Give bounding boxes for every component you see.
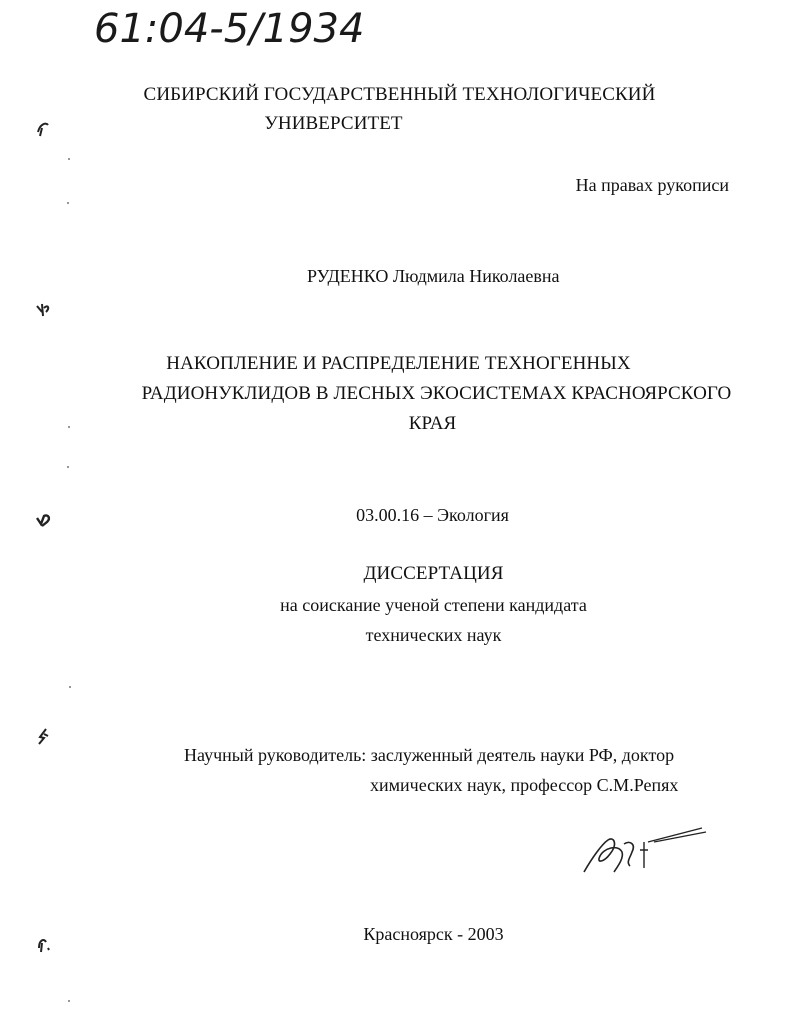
author-name [307,265,560,287]
scan-dust-dot [67,202,69,204]
document-type-heading: ДИССЕРТАЦИЯ [363,563,504,584]
dissertation-title-line3: КРАЯ [408,413,457,434]
university-name-line1: СИБИРСКИЙ ГОСУДАРСТВЕННЫЙ ТЕХНОЛОГИЧЕСКИЙ [143,84,656,105]
manuscript-rights-note: На правах рукописи [575,175,729,195]
supervisor-line2: химических наук, профессор С.М.Репях [370,775,679,795]
city-and-year: Красноярск - 2003 [363,924,504,944]
archive-number-handwritten [94,4,454,52]
specialty-code: 03.00.16 – Экология [356,505,509,525]
margin-scan-mark-icon [34,300,54,320]
scan-dust-dot [69,686,71,688]
scan-dust-dot [68,158,70,160]
degree-purpose-line1: на соискание ученой степени кандидата [280,595,587,615]
margin-scan-mark-icon [34,726,54,746]
scan-dust-dot [67,466,69,468]
dissertation-title-line1: НАКОПЛЕНИЕ И РАСПРЕДЕЛЕНИЕ ТЕХНОГЕННЫХ [166,353,631,374]
supervisor-signature [578,822,708,884]
degree-purpose-line2: технических наук [365,625,502,645]
dissertation-title-line2: РАДИОНУКЛИДОВ В ЛЕСНЫХ ЭКОСИСТЕМАХ КРАСНОЯРСКОГО [141,383,732,404]
scan-dust-dot [68,1000,70,1002]
author-surname: РУДЕНКО [307,266,389,286]
university-name-line2: УНИВЕРСИТЕТ [264,113,403,134]
supervisor-line1: Научный руководитель: заслуженный деятель науки РФ, доктор [184,745,675,765]
author-given-names: Людмила Николаевна [392,266,560,286]
archive-number-text: 61:04-5/1934 [94,6,365,52]
